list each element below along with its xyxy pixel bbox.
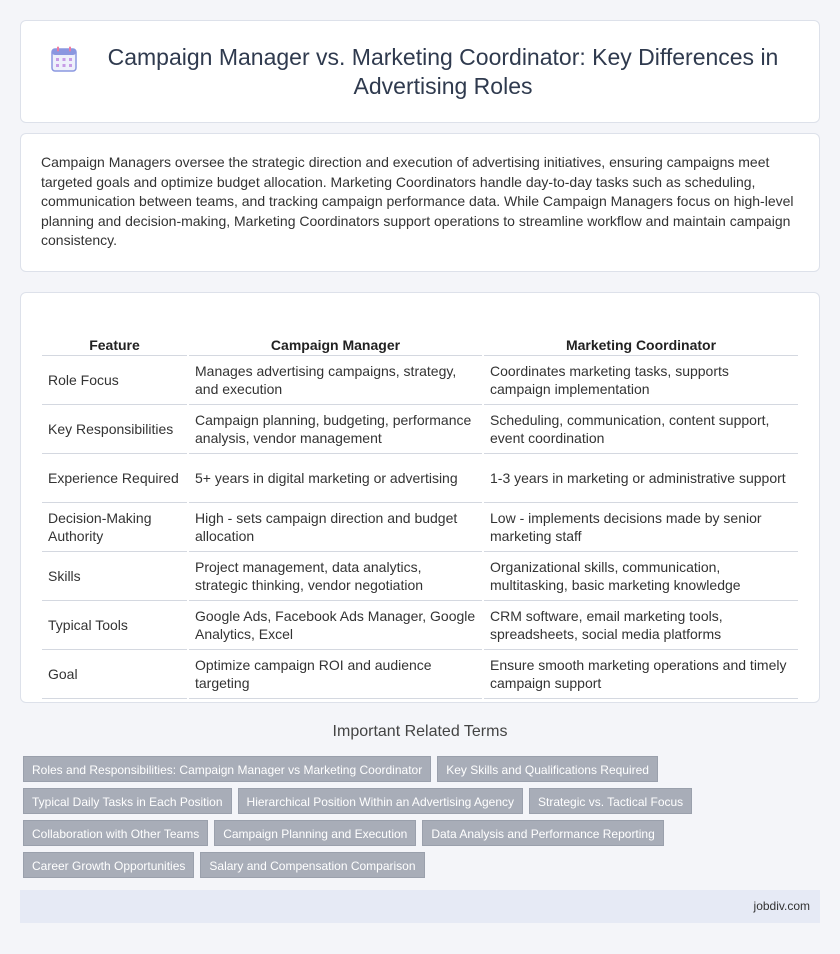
marketing-coordinator-cell: Organizational skills, communication, multitasking, basic marketing knowledge bbox=[484, 552, 798, 601]
campaign-manager-cell: High - sets campaign direction and budget allocation bbox=[189, 503, 482, 552]
feature-cell: Typical Tools bbox=[42, 601, 187, 650]
feature-cell: Experience Required bbox=[42, 454, 187, 503]
header-campaign-manager: Campaign Manager bbox=[189, 313, 482, 356]
feature-cell: Role Focus bbox=[42, 356, 187, 405]
campaign-manager-cell: Optimize campaign ROI and audience targeting bbox=[189, 650, 482, 699]
feature-cell: Skills bbox=[42, 552, 187, 601]
related-term-tag[interactable]: Typical Daily Tasks in Each Position bbox=[23, 788, 232, 814]
marketing-coordinator-cell: Low - implements decisions made by senior marketing staff bbox=[484, 503, 798, 552]
related-term-tag[interactable]: Data Analysis and Performance Reporting bbox=[422, 820, 663, 846]
table-header-row bbox=[42, 313, 798, 356]
marketing-coordinator-cell: 1-3 years in marketing or administrative support bbox=[484, 454, 798, 503]
marketing-coordinator-cell: Scheduling, communication, content support, event coordination bbox=[484, 405, 798, 454]
campaign-manager-cell: Campaign planning, budgeting, performance analysis, vendor management bbox=[189, 405, 482, 454]
table-row bbox=[42, 454, 798, 503]
header-card bbox=[20, 20, 820, 123]
related-term-tag[interactable]: Roles and Responsibilities: Campaign Manager vs Marketing Coordinator bbox=[23, 756, 431, 782]
related-term-tag[interactable]: Collaboration with Other Teams bbox=[23, 820, 208, 846]
comparison-table bbox=[40, 313, 800, 699]
table-row bbox=[42, 552, 798, 601]
related-terms-tags bbox=[20, 756, 820, 878]
feature-cell: Key Responsibilities bbox=[42, 405, 187, 454]
related-term-tag[interactable]: Strategic vs. Tactical Focus bbox=[529, 788, 692, 814]
intro-paragraph: Campaign Managers oversee the strategic direction and execution of advertising initiatives, ensuring campaigns meet targeted goals and optimize budget allocation. Marketing Coordinators handle day-to-day tasks such as scheduling, communication between teams, and tracking campaign performance data. While Campaign Managers focus on high-level planning and decision-making, Marketing Coordinators support operations to streamline workflow and maintain campaign consistency. bbox=[41, 154, 794, 249]
marketing-coordinator-cell: CRM software, email marketing tools, spreadsheets, social media platforms bbox=[484, 601, 798, 650]
page-title: Campaign Manager vs. Marketing Coordinator: Key Differences in Advertising Roles bbox=[107, 43, 779, 99]
footer-site-link[interactable]: jobdiv.com bbox=[753, 899, 810, 913]
related-terms-section bbox=[20, 722, 820, 878]
feature-cell: Decision-Making Authority bbox=[42, 503, 187, 552]
campaign-manager-cell: 5+ years in digital marketing or advertising bbox=[189, 454, 482, 503]
table-row bbox=[42, 503, 798, 552]
footer bbox=[20, 890, 820, 923]
table-row bbox=[42, 405, 798, 454]
campaign-manager-cell: Google Ads, Facebook Ads Manager, Google Analytics, Excel bbox=[189, 601, 482, 650]
comparison-table-card bbox=[20, 292, 820, 703]
calendar-icon bbox=[51, 46, 77, 72]
marketing-coordinator-cell: Ensure smooth marketing operations and timely campaign support bbox=[484, 650, 798, 699]
table-row bbox=[42, 356, 798, 405]
header-marketing-coordinator: Marketing Coordinator bbox=[484, 313, 798, 356]
related-terms-title: Important Related Terms bbox=[332, 723, 508, 740]
header-feature: Feature bbox=[42, 313, 187, 356]
feature-cell: Goal bbox=[42, 650, 187, 699]
related-term-tag[interactable]: Career Growth Opportunities bbox=[23, 852, 194, 878]
related-term-tag[interactable]: Salary and Compensation Comparison bbox=[200, 852, 424, 878]
marketing-coordinator-cell: Coordinates marketing tasks, supports campaign implementation bbox=[484, 356, 798, 405]
related-term-tag[interactable]: Hierarchical Position Within an Advertising Agency bbox=[238, 788, 523, 814]
related-term-tag[interactable]: Campaign Planning and Execution bbox=[214, 820, 416, 846]
campaign-manager-cell: Project management, data analytics, strategic thinking, vendor negotiation bbox=[189, 552, 482, 601]
intro-card bbox=[20, 133, 820, 272]
table-row bbox=[42, 601, 798, 650]
related-term-tag[interactable]: Key Skills and Qualifications Required bbox=[437, 756, 658, 782]
table-row bbox=[42, 650, 798, 699]
campaign-manager-cell: Manages advertising campaigns, strategy, and execution bbox=[189, 356, 482, 405]
